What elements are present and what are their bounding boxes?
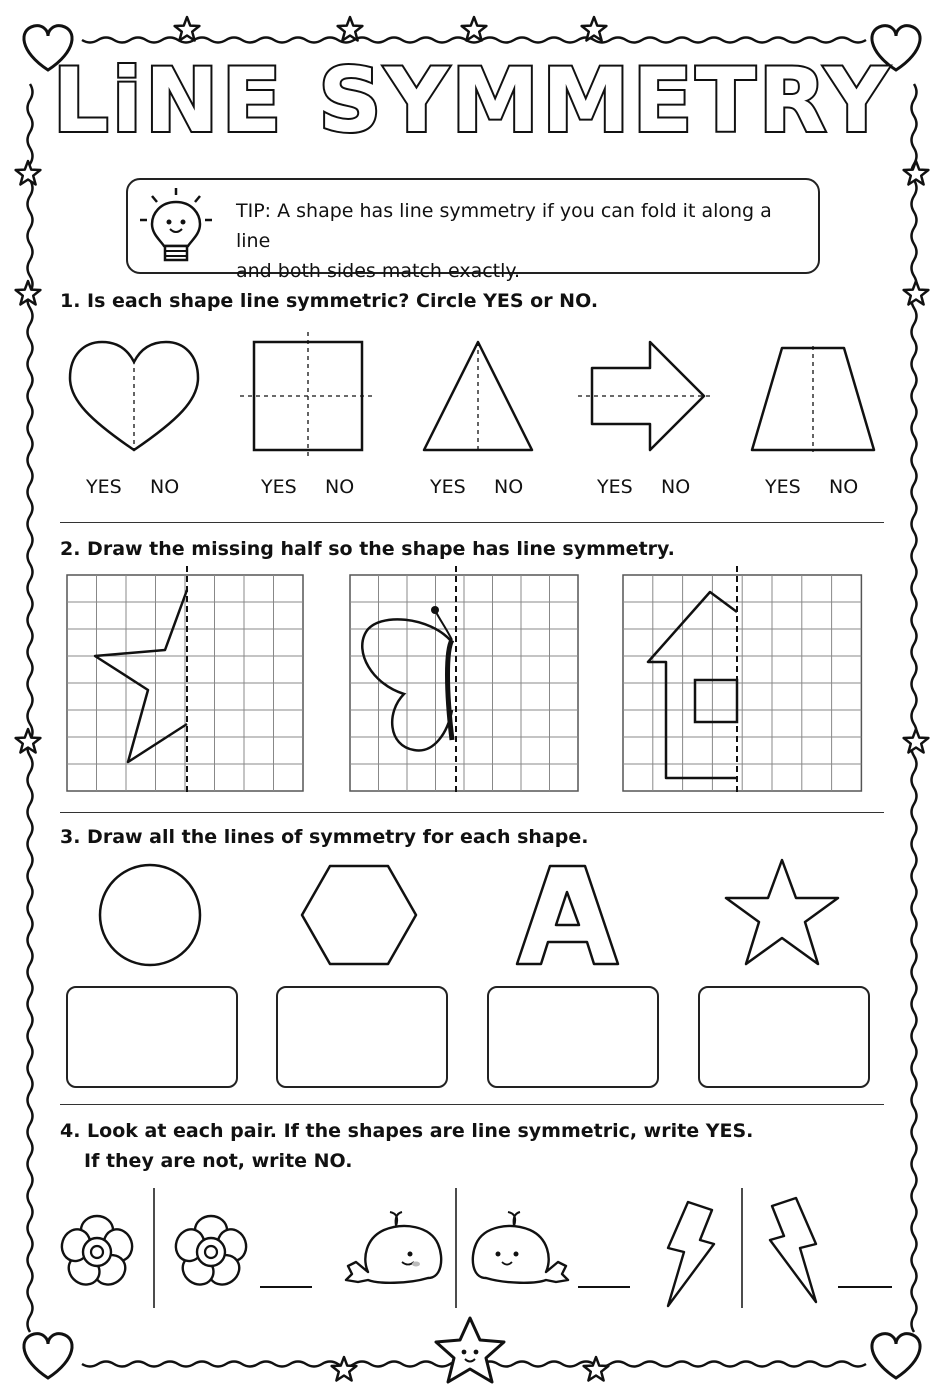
heart-icon xyxy=(872,1334,920,1378)
yes-option[interactable]: YES xyxy=(86,476,122,498)
flower-icon xyxy=(172,1216,250,1291)
lightning-icon xyxy=(770,1198,816,1302)
flower-icon xyxy=(58,1216,136,1291)
question-4-line-2: If they are not, write NO. xyxy=(84,1150,353,1172)
yes-option[interactable]: YES xyxy=(765,476,801,498)
whale-icon xyxy=(473,1212,568,1283)
smiling-star-icon xyxy=(436,1318,504,1382)
yes-option[interactable]: YES xyxy=(597,476,633,498)
tip-line-1: TIP: A shape has line symmetry if you can fold it along a line xyxy=(236,200,772,252)
no-option[interactable]: NO xyxy=(661,476,691,498)
question-3-prompt: 3. Draw all the lines of symmetry for each shape. xyxy=(60,826,589,848)
question-1-prompt: 1. Is each shape line symmetric? Circle YES or NO. xyxy=(60,290,599,312)
no-option[interactable]: NO xyxy=(150,476,180,498)
question-2-prompt: 2. Draw the missing half so the shape has line symmetry. xyxy=(60,538,675,560)
yes-option[interactable]: YES xyxy=(430,476,466,498)
page-title: LiNE SYMMETRY xyxy=(52,49,892,152)
whale-icon xyxy=(346,1212,441,1283)
no-option[interactable]: NO xyxy=(494,476,524,498)
heart-icon xyxy=(24,1334,72,1378)
lightning-icon xyxy=(668,1202,714,1306)
question-4-line-1: 4. Look at each pair. If the shapes are line symmetric, write YES. xyxy=(60,1120,754,1142)
no-option[interactable]: NO xyxy=(829,476,859,498)
tip-line-2: and both sides match exactly. xyxy=(236,260,520,282)
no-option[interactable]: NO xyxy=(325,476,355,498)
star-icon xyxy=(332,1357,357,1381)
yes-option[interactable]: YES xyxy=(261,476,297,498)
